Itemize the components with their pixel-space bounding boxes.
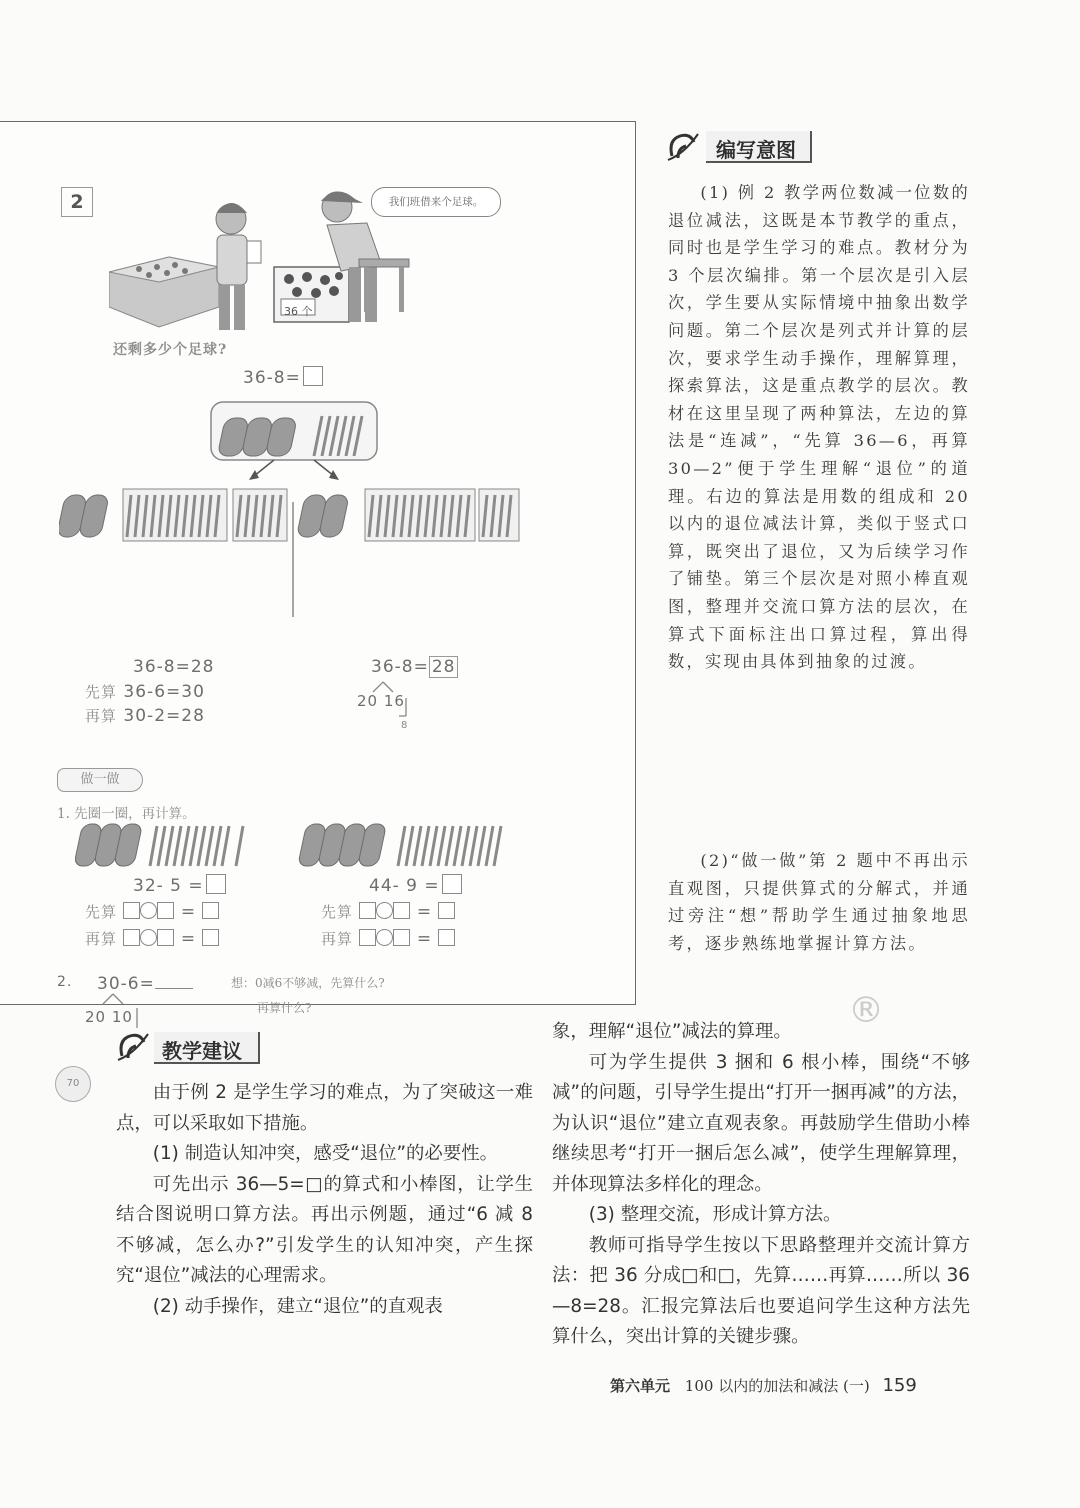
practice2-hint-1: 想：0减6不够减，先算什么?: [231, 976, 385, 990]
section-icon-advice: [116, 1028, 152, 1064]
advice-left-p3: 可先出示 36—5=□的算式和小棒图，让学生结合图说明口算方法。再出示例题，通过“6 减 8 不够减，怎么办?”引发学生的认知冲突，产生探究“退位”减法的心理需求。: [116, 1173, 533, 1286]
practice1-left-step2: 再算 =: [85, 928, 219, 949]
teaching-advice-title-bar: [154, 1032, 260, 1064]
writing-intent-title: 编写意图: [716, 138, 796, 162]
main-equation: 36-8=: [243, 366, 323, 388]
box-label: 36 个: [284, 305, 313, 318]
right-method-result: 36-8= 28: [371, 657, 458, 677]
practice1-right-step1: 先算 =: [321, 901, 455, 922]
speech-bubble: [371, 187, 501, 217]
advice-left-p2: (1) 制造认知冲突，感受“退位”的必要性。: [152, 1143, 498, 1164]
practice1-left-eq: 32- 5 =: [133, 874, 226, 896]
advice-right-p1: 象，理解“退位”减法的算理。: [552, 1021, 792, 1042]
left-method-result: 36-8=28: [133, 657, 215, 677]
practice1-right-step2: 再算 =: [321, 928, 455, 949]
page-footer: [610, 1375, 917, 1396]
advice-left-p4: (2) 动手操作，建立“退位”的直观表: [152, 1295, 443, 1317]
answer-box: [303, 366, 323, 386]
footer-chapter: 100 以内的加法和减法 (一): [684, 1377, 870, 1395]
practice-label: 做一做: [57, 768, 143, 792]
practice2-eq: 30-6=: [97, 974, 193, 994]
practice1-instruction: 1. 先圈一圈，再计算。: [57, 806, 196, 822]
practice1-right-eq: 44- 9 =: [369, 874, 462, 896]
advice-right-p3: (3) 整理交流，形成计算方法。: [588, 1204, 842, 1225]
practice2-hint-2: 再算什么?: [257, 1001, 312, 1015]
writing-intent-paragraph-2: (2)“做一做”第 2 题中不再出示直观图，只提供算式的分解式，并通过旁注“想”帮助学生通过抽象地思考，逐步熟练地掌握计算方法。: [668, 851, 970, 953]
teaching-advice-left-column: [116, 1078, 533, 1322]
page-number-label: 70: [55, 1066, 91, 1102]
registered-mark: ®: [848, 990, 884, 1031]
teaching-advice-right-column: [552, 1017, 970, 1353]
practice1-left-step1: 先算 =: [85, 901, 219, 922]
practice2-split: 20 10: [85, 1008, 133, 1026]
speech-bubble-text: 我们班借来个足球。: [388, 196, 484, 208]
example-number-badge: [61, 187, 93, 217]
advice-left-p1: 由于例 2 是学生学习的难点，为了突破这一难点，可以采取如下措施。: [116, 1082, 533, 1134]
example-number: 2: [70, 191, 84, 213]
advice-right-p2: 可为学生提供 3 捆和 6 根小棒，围绕“不够减”的问题，引导学生提出“打开一捆再减”的方法，为认识“退位”建立直观表象。再鼓励学生借助小棒继续思考“打开一捆后怎么减”，使学生理解算理，并体现算法多样化的理念。: [552, 1051, 970, 1195]
advice-right-p4: 教师可指导学生按以下思路整理并交流计算方法：把 36 分成□和□，先算……再算……所以 36—8=28。汇报完算法后也要追问学生这种方法先算什么，突出计算的关键步骤。: [552, 1234, 970, 1347]
practice2-number: 2.: [57, 974, 73, 990]
question-text: 还剩多少个足球?: [113, 342, 228, 358]
section-icon: [666, 128, 702, 164]
left-step1: 先算 36-6=30: [85, 682, 205, 702]
right-method-split: 20 16: [357, 692, 405, 710]
sticks-diagram: [59, 392, 539, 622]
footer-page: 159: [882, 1375, 917, 1396]
right-method-sub: 8: [401, 720, 408, 731]
writing-intent-paragraph-1: (1) 例 2 教学两位数减一位数的退位减法，这既是本节教学的重点，同时也是学生学习的难点。教材分为 3 个层次编排。第一个层次是引入层次，学生要从实际情境中抽象出数学问题。第二个层次是列式并计算的层次，要求学生动手操作，理解算理，探索算法，这是重点教学的层次。教材在这里呈现了两种算法，左边的算法是“连减”，“先算 36—6，再算 30—2”便于学生理解“退位”的道理。右边的算法是用数的组成和 20 以内的退位减法计算，类似于竖式口算，既突出了退位，又为后续学习作了铺垫。第三个层次是对照小棒直观图，整理并交流口算方法的层次，在算式下面标注出口算过程，算出得数，实现由具体到抽象的过渡。: [668, 183, 970, 672]
writing-intent-title-bar: [706, 131, 812, 163]
teaching-advice-title: 教学建议: [162, 1039, 242, 1063]
footer-unit: 第六单元: [610, 1377, 671, 1395]
left-step2: 再算 30-2=28: [85, 706, 205, 726]
practice-sticks: [75, 822, 515, 872]
